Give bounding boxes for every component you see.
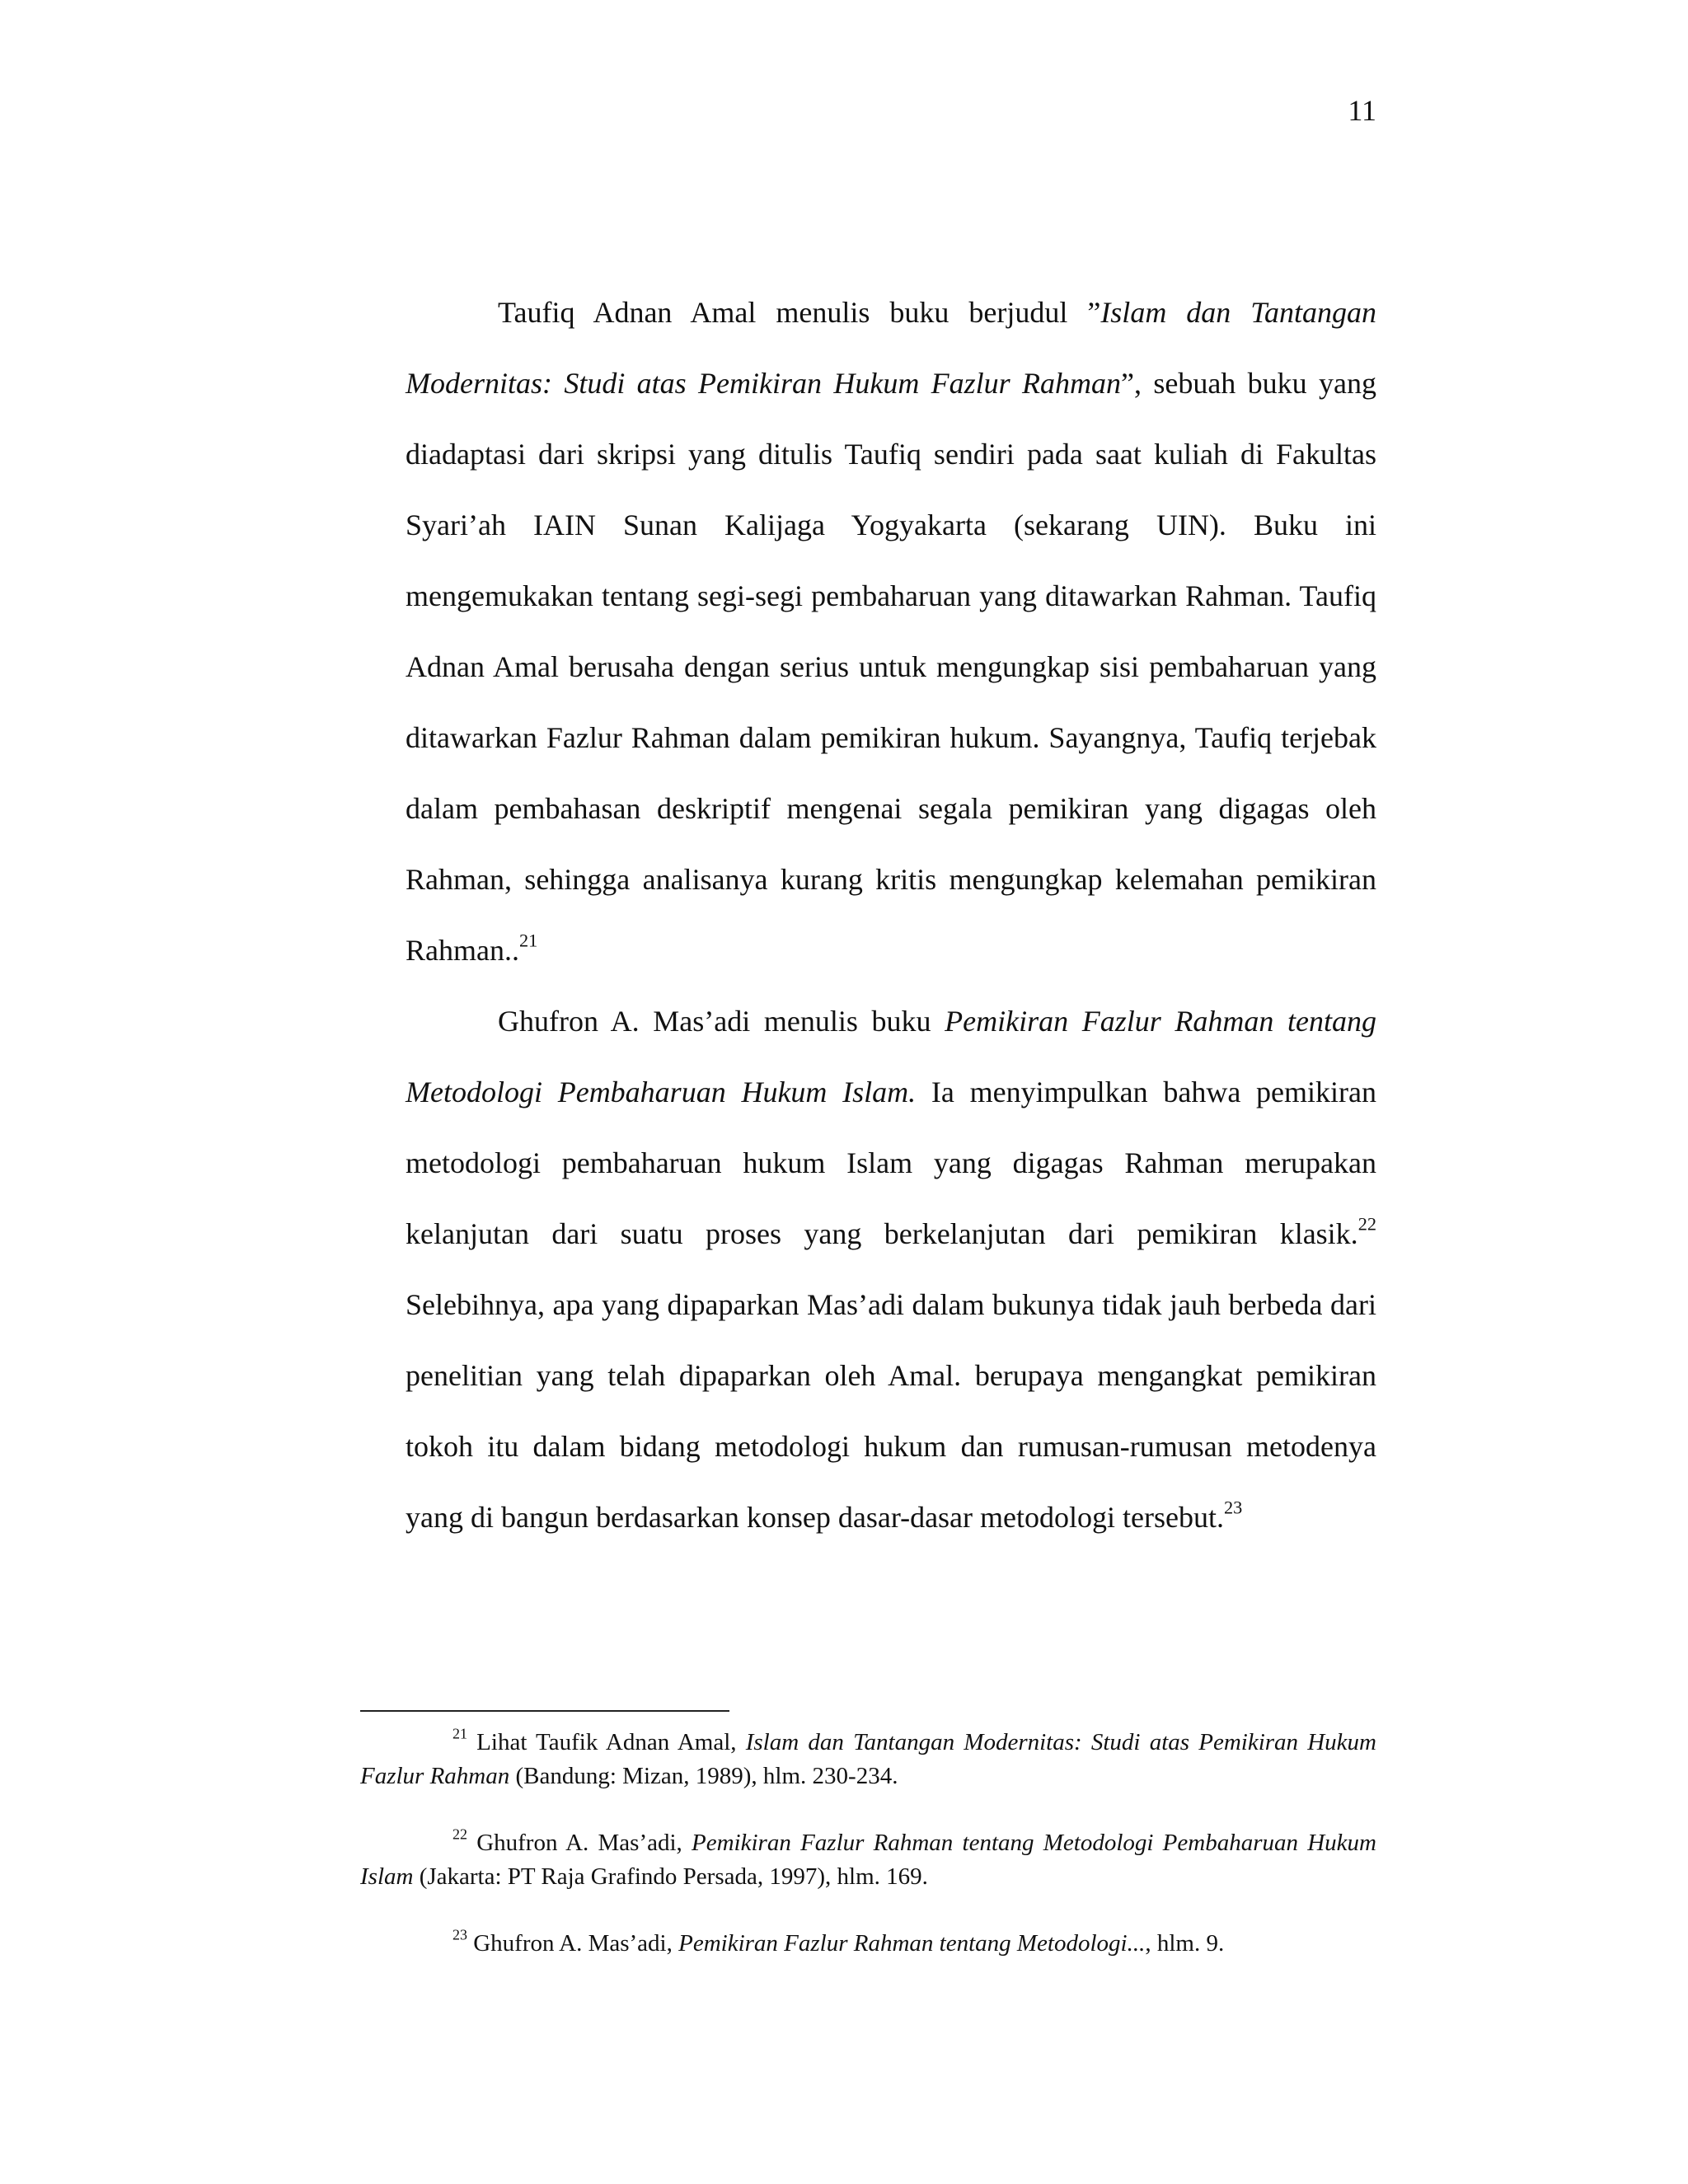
- footnote-text: , hlm. 9.: [1145, 1930, 1225, 1957]
- footnotes: [360, 1726, 1376, 1961]
- paragraph-text: Selebihnya, apa yang dipaparkan Mas’adi dalam bukunya tidak jauh berbeda dari penelitian yang telah dipaparkan oleh Amal. berupaya mengangkat pemikiran tokoh itu dalam bidang metodologi hukum dan rumusan-rumusan metodenya yang di bangun berdasarkan konsep dasar-dasar metodologi tersebut.: [406, 1288, 1376, 1534]
- footnote-text: Lihat Taufik Adnan Amal,: [467, 1729, 746, 1755]
- footnote-book-title: Pemikiran Fazlur Rahman tentang Metodologi Pembaharuan Hukum Islam: [360, 1830, 1376, 1890]
- footnote-separator: [360, 1710, 729, 1712]
- footnote-reference[interactable]: 23: [1223, 1497, 1243, 1518]
- book-title: Pemikiran Fazlur Rahman tentang Metodologi Pembaharuan Hukum Islam.: [406, 1005, 1376, 1108]
- footnote-number: 21: [452, 1725, 467, 1742]
- footnote-text: (Jakarta: PT Raja Grafindo Persada, 1997), hlm. 169.: [413, 1863, 928, 1890]
- footnote-number: 22: [452, 1825, 467, 1843]
- footnote-text: (Bandung: Mizan, 1989), hlm. 230-234.: [509, 1763, 898, 1789]
- footnote-book-title: Pemikiran Fazlur Rahman tentang Metodologi...: [678, 1930, 1146, 1957]
- body-text: [406, 277, 1376, 1553]
- book-title: Islam dan Tantangan Modernitas: Studi atas Pemikiran Hukum Fazlur Rahman: [406, 296, 1377, 400]
- footnote-text: Ghufron A. Mas’adi,: [467, 1830, 692, 1856]
- footnote-22: [360, 1826, 1376, 1894]
- footnote-reference[interactable]: 22: [1357, 1213, 1376, 1235]
- page-number: 11: [1348, 94, 1376, 127]
- footnote-reference[interactable]: 21: [518, 930, 538, 951]
- paragraph-taufiq-amal: [406, 277, 1376, 986]
- footnote-23: [360, 1927, 1376, 1961]
- footnote-21: [360, 1726, 1376, 1793]
- paragraph-ghufron-masadi: [406, 986, 1376, 1553]
- footnote-number: 23: [452, 1926, 467, 1943]
- paragraph-text: Ia menyimpulkan bahwa pemikiran metodologi pembaharuan hukum Islam yang digagas Rahman merupakan kelanjutan dari suatu proses yang berkelanjutan dari pemikiran klasik.: [406, 1076, 1377, 1250]
- paragraph-text: Taufiq Adnan Amal menulis buku berjudul ”: [498, 296, 1101, 329]
- footnote-book-title: Islam dan Tantangan Modernitas: Studi atas Pemikiran Hukum Fazlur Rahman: [360, 1729, 1376, 1789]
- paragraph-text: Ghufron A. Mas’adi menulis buku: [498, 1005, 945, 1038]
- footnote-text: Ghufron A. Mas’adi,: [467, 1930, 679, 1957]
- paragraph-text: ”, sebuah buku yang diadaptasi dari skripsi yang ditulis Taufiq sendiri pada saat kuliah di Fakultas Syari’ah IAIN Sunan Kalijaga Yogyakarta (sekarang UIN). Buku ini mengemukakan tentang segi-segi pembaharuan yang ditawarkan Rahman. Taufiq Adnan Amal berusaha dengan serius untuk mengungkap sisi pembaharuan yang ditawarkan Fazlur Rahman dalam pemikiran hukum. Sayangnya, Taufiq terjebak dalam pembahasan deskriptif mengenai segala pemikiran yang digagas oleh Rahman, sehingga analisanya kurang kritis mengungkap kelemahan pemikiran Rahman..: [406, 367, 1376, 967]
